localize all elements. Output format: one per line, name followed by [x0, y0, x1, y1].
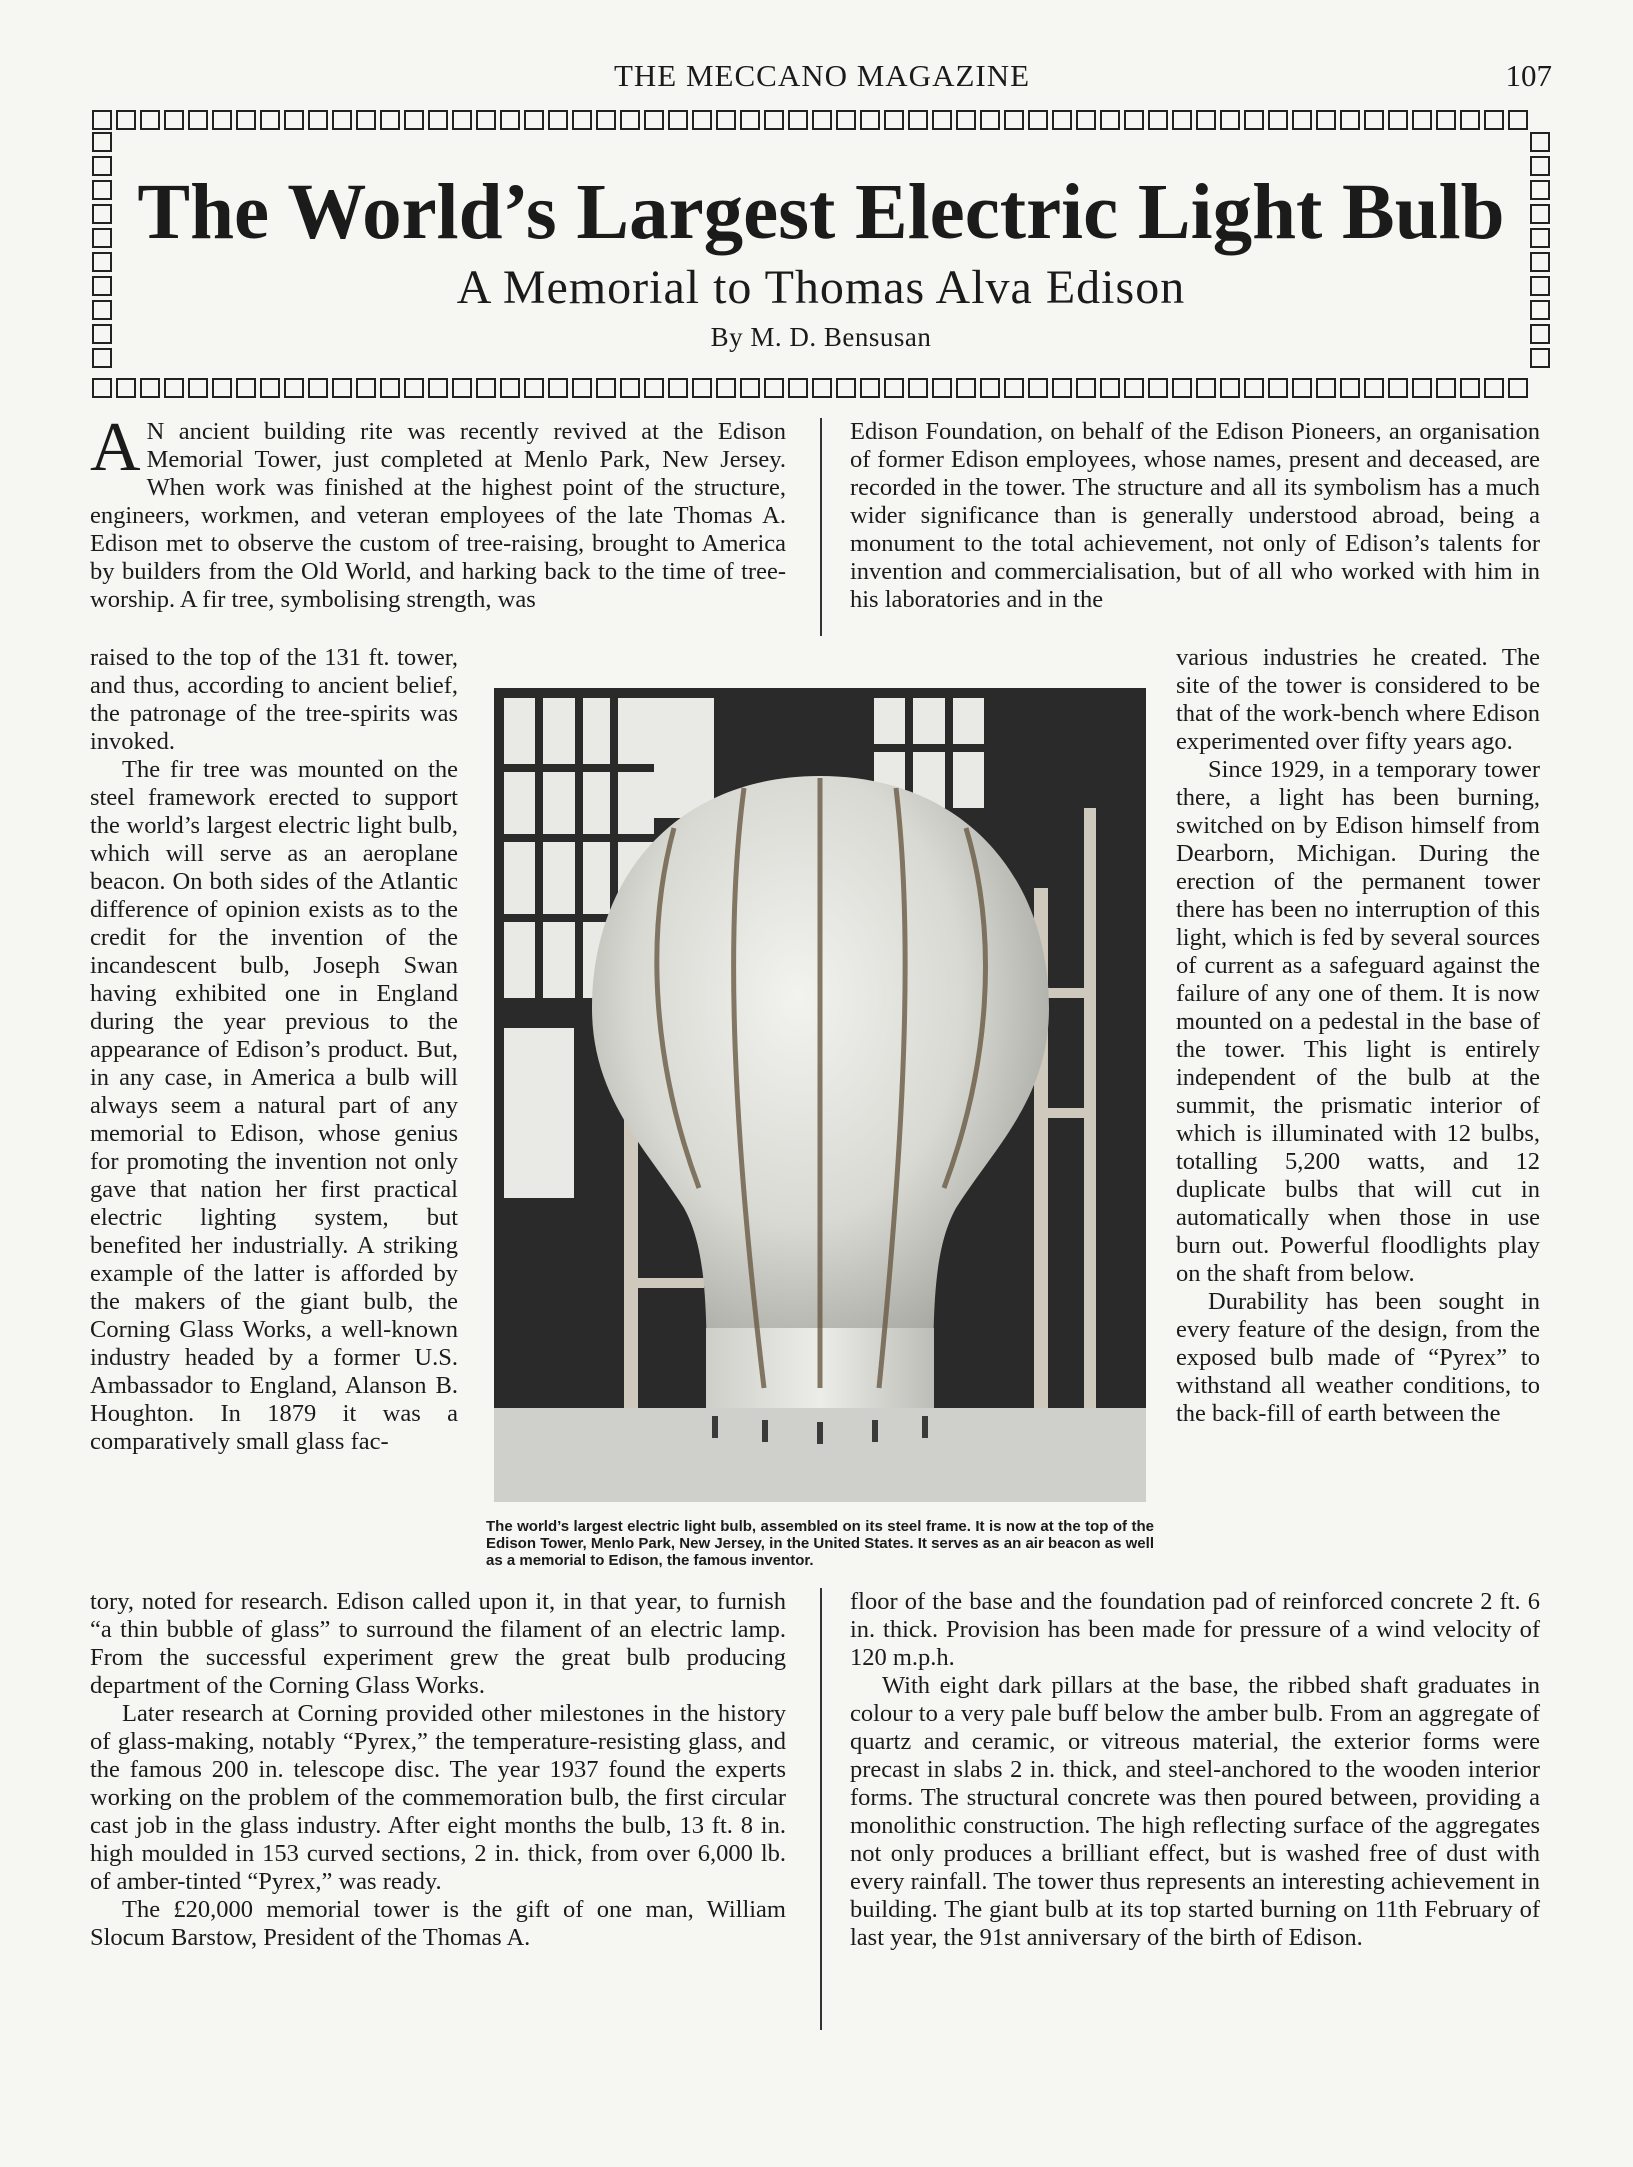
- border-square: [92, 132, 112, 152]
- border-square: [1460, 110, 1480, 130]
- border-square: [1340, 110, 1360, 130]
- border-square: [980, 110, 1000, 130]
- border-square: [1148, 110, 1168, 130]
- border-square: [1364, 110, 1384, 130]
- border-square: [1388, 110, 1408, 130]
- border-square: [140, 110, 160, 130]
- left-column-bottom: [90, 1588, 786, 1952]
- border-square: [332, 110, 352, 130]
- border-square: [260, 378, 280, 398]
- column-rule: [820, 1588, 822, 2030]
- border-square: [596, 378, 616, 398]
- border-square: [956, 378, 976, 398]
- border-square: [1508, 378, 1528, 398]
- border-square: [500, 378, 520, 398]
- border-square: [1100, 378, 1120, 398]
- paragraph: Edison Foundation, on behalf of the Edison Pioneers, an organisation of former Edison employees, whose names, present and deceased, are recorded in the tower. The structure and all its symbolism has a much wider significance than is generally understood abroad, being a monument to the total achievement, not only of Edison’s talents for invention and commercialisation, but of all who worked with him in his laboratories and in the: [850, 418, 1540, 613]
- opening-paragraph: A N ancient building rite was recently revived at the Edison Memorial Tower, just completed at Menlo Park, New Jersey. When work was finished at the highest point of the structure, engineers, workmen, and veteran employees of the late Thomas A. Edison met to observe the custom of tree-raising, brought to America by builders from the Old World, and harking back to the time of tree-worship. A fir tree, symbolising strength, was: [90, 409, 786, 613]
- border-square: [980, 378, 1000, 398]
- border-square: [308, 378, 328, 398]
- border-square: [212, 378, 232, 398]
- square-border-bottom: [92, 378, 1528, 398]
- border-square: [1244, 110, 1264, 130]
- border-square: [188, 378, 208, 398]
- border-square: [1364, 378, 1384, 398]
- article-subtitle: A Memorial to Thomas Alva Edison: [456, 261, 1186, 314]
- border-square: [284, 378, 304, 398]
- border-square: [404, 110, 424, 130]
- bulb-photograph: [494, 688, 1146, 1502]
- border-square: [1124, 378, 1144, 398]
- title-box: [92, 110, 1550, 400]
- running-header: [92, 58, 1552, 102]
- border-square: [1124, 110, 1144, 130]
- border-square: [1028, 110, 1048, 130]
- border-square: [524, 378, 544, 398]
- photo-caption: The world’s largest electric light bulb, assembled on its steel frame. It is now at the top of the Edison Tower, Menlo Park, New Jersey, in the United States. It serves as an air beacon as well as a memorial to Edison, the famous inventor.: [486, 1518, 1154, 1569]
- bulb-image: [494, 688, 1146, 1502]
- border-square: [1268, 378, 1288, 398]
- border-square: [1028, 378, 1048, 398]
- article-byline: By M. D. Bensusan: [710, 322, 932, 352]
- border-square: [620, 378, 640, 398]
- border-square: [812, 110, 832, 130]
- border-square: [212, 110, 232, 130]
- border-square: [572, 378, 592, 398]
- border-square: [1196, 378, 1216, 398]
- border-square: [1484, 378, 1504, 398]
- border-square: [884, 378, 904, 398]
- border-square: [548, 110, 568, 130]
- border-square: [140, 378, 160, 398]
- border-square: [1292, 110, 1312, 130]
- border-square: [1004, 378, 1024, 398]
- border-square: [908, 378, 928, 398]
- right-column-narrow: [1176, 644, 1540, 1428]
- border-square: [260, 110, 280, 130]
- left-column-top: [90, 409, 786, 614]
- border-square: [380, 110, 400, 130]
- border-square: [788, 110, 808, 130]
- border-square: [1172, 110, 1192, 130]
- border-square: [764, 110, 784, 130]
- border-square: [356, 110, 376, 130]
- paragraph: Durability has been sought in every feature of the design, from the exposed bulb made of “Pyrex” to withstand all weather conditions, to the back-fill of earth between the: [1176, 1288, 1540, 1427]
- border-square: [116, 378, 136, 398]
- border-square: [644, 378, 664, 398]
- border-square: [932, 378, 952, 398]
- paragraph: With eight dark pillars at the base, the ribbed shaft graduates in colour to a very pale buff below the amber bulb. From an aggregate of quartz and ceramic, or vitreous material, the exterior forms were precast in slabs 2 in. thick, and steel-anchored to the wooden interior forms. The structural concrete was then poured between, providing a monolithic construction. The high reflecting surface of the aggregates not only produces a brilliant effect, but is washed free of dust with every rainfall. The tower thus represents an interesting achievement in building. The giant bulb at its top started burning on 11th February of last year, the 91st anniversary of the birth of Edison.: [850, 1672, 1540, 1951]
- border-square: [1076, 110, 1096, 130]
- border-square: [812, 378, 832, 398]
- border-square: [692, 110, 712, 130]
- border-square: [236, 110, 256, 130]
- border-square: [764, 378, 784, 398]
- paragraph: Later research at Corning provided other milestones in the history of glass-making, notably “Pyrex,” the temperature-resisting glass, and the famous 200 in. telescope disc. The year 1937 found the experts working on the problem of the commemoration bulb, the first circular cast job in the glass industry. After eight months the bulb, 13 ft. 8 in. high moulded in 153 curved sections, 2 in. thick, from over 6,000 lb. of amber-tinted “Pyrex,” was ready.: [90, 1700, 786, 1895]
- border-square: [1508, 110, 1528, 130]
- border-square: [668, 378, 688, 398]
- paragraph: raised to the top of the 131 ft. tower, and thus, according to ancient belief, the patronage of the tree-spirits was invoked.: [90, 644, 458, 755]
- border-square: [500, 110, 520, 130]
- border-square: [428, 110, 448, 130]
- border-square: [1484, 110, 1504, 130]
- border-square: [620, 110, 640, 130]
- border-square: [1316, 378, 1336, 398]
- border-square: [668, 110, 688, 130]
- border-square: [524, 110, 544, 130]
- border-square: [452, 110, 472, 130]
- paragraph: various industries he created. The site of the tower is considered to be that of the work-bench where Edison experimented over fifty years ago.: [1176, 644, 1540, 755]
- border-square: [1196, 110, 1216, 130]
- border-square: [1316, 110, 1336, 130]
- border-square: [1412, 378, 1432, 398]
- magazine-title: THE MECCANO MAGAZINE: [613, 58, 1031, 93]
- border-square: [932, 110, 952, 130]
- drop-cap: A: [90, 409, 141, 486]
- border-square: [860, 378, 880, 398]
- border-square: [836, 378, 856, 398]
- border-square: [1220, 378, 1240, 398]
- border-square: [1100, 110, 1120, 130]
- border-square: [380, 378, 400, 398]
- border-square: [1412, 110, 1432, 130]
- border-square: [1340, 378, 1360, 398]
- border-square: [956, 110, 976, 130]
- border-square: [356, 378, 376, 398]
- right-column-bottom: [850, 1588, 1540, 1952]
- border-square: [476, 378, 496, 398]
- border-square: [572, 110, 592, 130]
- border-square: [740, 110, 760, 130]
- border-square: [836, 110, 856, 130]
- border-square: [716, 378, 736, 398]
- border-square: [548, 378, 568, 398]
- border-square: [716, 110, 736, 130]
- left-column-narrow: [90, 644, 458, 1456]
- paragraph: The £20,000 memorial tower is the gift of one man, William Slocum Barstow, President of the Thomas A.: [90, 1896, 786, 1951]
- border-square: [860, 110, 880, 130]
- column-rule: [820, 418, 822, 636]
- border-square: [236, 378, 256, 398]
- border-square: [1148, 378, 1168, 398]
- border-square: [1220, 110, 1240, 130]
- border-square: [908, 110, 928, 130]
- border-square: [740, 378, 760, 398]
- border-square: [692, 378, 712, 398]
- right-column-top: [850, 418, 1540, 614]
- border-square: [476, 110, 496, 130]
- page-number: 107: [1505, 58, 1552, 93]
- border-square: [1292, 378, 1312, 398]
- border-square: [164, 110, 184, 130]
- border-square: [92, 378, 112, 398]
- border-square: [884, 110, 904, 130]
- border-square: [1530, 132, 1550, 152]
- article-title: The World’s Largest Electric Light Bulb: [137, 169, 1505, 256]
- border-square: [1460, 378, 1480, 398]
- border-square: [644, 110, 664, 130]
- border-square: [1052, 110, 1072, 130]
- border-square: [1268, 110, 1288, 130]
- paragraph: Since 1929, in a temporary tower there, a light has been burning, switched on by Edison himself from Dearborn, Michigan. During the erection of the permanent tower there has been no interruption of this light, which is fed by several sources of current as a safeguard against the failure of any one of them. It is now mounted on a pedestal in the base of the tower. This light is entirely independent of the bulb at the summit, the prismatic interior of which is illuminated with 12 bulbs, totalling 5,200 watts, and 12 duplicate bulbs that will cut in automatically when those in use burn out. Powerful floodlights play on the shaft from below.: [1176, 756, 1540, 1287]
- border-square: [788, 378, 808, 398]
- border-square: [1244, 378, 1264, 398]
- paragraph: floor of the base and the foundation pad of reinforced concrete 2 ft. 6 in. thick. Provision has been made for pressure of a wind velocity of 120 m.p.h.: [850, 1588, 1540, 1671]
- border-square: [1436, 378, 1456, 398]
- border-square: [284, 110, 304, 130]
- border-square: [116, 110, 136, 130]
- border-square: [452, 378, 472, 398]
- border-square: [308, 110, 328, 130]
- border-square: [332, 378, 352, 398]
- paragraph: The fir tree was mounted on the steel framework erected to support the world’s largest electric light bulb, which will serve as an aeroplane beacon. On both sides of the Atlantic difference of opinion exists as to the credit for the invention of the incandescent bulb, Joseph Swan having exhibited one in England during the year previous to the appearance of Edison’s product. But, in any case, in America a bulb will always seem a natural part of any memorial to Edison, whose genius for promoting the invention not only gave that nation her first practical electric lighting system, but benefited her industrially. A striking example of the latter is afforded by the makers of the giant bulb, the Corning Glass Works, a well-known industry headed by a former U.S. Ambassador to England, Alanson B. Houghton. In 1879 it was a comparatively small glass fac-: [90, 756, 458, 1455]
- border-square: [92, 110, 112, 130]
- border-square: [1052, 378, 1072, 398]
- border-square: [428, 378, 448, 398]
- border-square: [1388, 378, 1408, 398]
- border-square: [164, 378, 184, 398]
- border-square: [1076, 378, 1096, 398]
- paragraph: tory, noted for research. Edison called upon it, in that year, to furnish “a thin bubble of glass” to surround the filament of an electric lamp. From the successful experiment grew the great bulb producing department of the Corning Glass Works.: [90, 1588, 786, 1699]
- border-square: [188, 110, 208, 130]
- square-border-top: [92, 110, 1528, 130]
- border-square: [596, 110, 616, 130]
- border-square: [1004, 110, 1024, 130]
- border-square: [1172, 378, 1192, 398]
- border-square: [404, 378, 424, 398]
- border-square: [1436, 110, 1456, 130]
